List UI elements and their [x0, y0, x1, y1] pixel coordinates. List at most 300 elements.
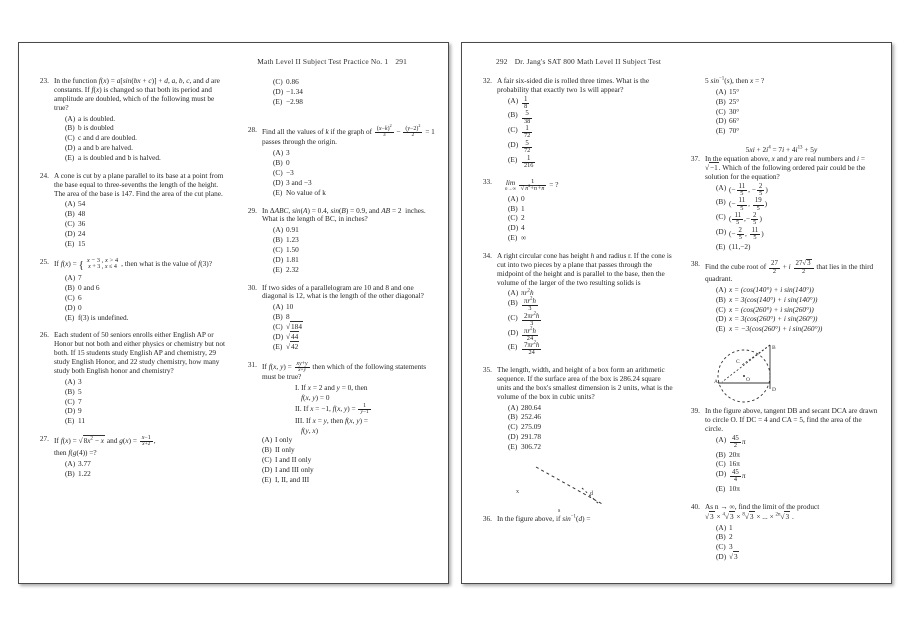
- choice-value: [521, 140, 673, 155]
- choice-label: (B): [508, 110, 518, 120]
- choice-value: 7: [78, 396, 82, 406]
- choice-c[interactable]: [705, 212, 881, 227]
- fraction-denominator: 72: [524, 146, 531, 154]
- choice-label: (E): [262, 474, 272, 484]
- choice-c[interactable]: [497, 313, 673, 328]
- left-page-column-left: [31, 77, 230, 577]
- question-30: [239, 284, 438, 352]
- choice-label: (B): [273, 158, 283, 168]
- choice-e[interactable]: [262, 342, 438, 352]
- choice-d[interactable]: [705, 227, 881, 242]
- roman-item-ii: II. If x = −1, f(x, y) = $\frac{1}{y-1}$: [295, 402, 369, 416]
- choice-b[interactable]: [262, 312, 438, 322]
- fraction-denominator: 2: [730, 442, 741, 450]
- choice-e[interactable]: [54, 153, 230, 163]
- choice-e[interactable]: [705, 126, 881, 136]
- choice-value: I and III only: [275, 464, 314, 474]
- choice-value: 10: [286, 302, 294, 312]
- question-38: [682, 260, 881, 334]
- choice-label: (C): [65, 396, 75, 406]
- choice-label: (E): [508, 342, 518, 352]
- choice-value: √44: [286, 331, 299, 341]
- choice-label: (A): [508, 95, 519, 105]
- fraction-numerator: 45: [732, 469, 739, 477]
- choice-value: [521, 125, 673, 140]
- choice-c[interactable]: [262, 245, 438, 255]
- choice-e[interactable]: [497, 442, 673, 452]
- choice-value: −1.34: [286, 86, 303, 96]
- left-page-running-head: [257, 57, 414, 66]
- choice-value: a is doubled.: [78, 113, 116, 123]
- roman-item-iii-cont: f(y, x): [301, 425, 319, 435]
- choice-value: −2.98: [286, 96, 303, 106]
- figure-label-left: x: [516, 488, 519, 495]
- choice-value: 15°: [729, 86, 740, 96]
- pi-symbol: π: [741, 436, 746, 446]
- choice-value: 7: [78, 273, 82, 283]
- choice-e[interactable]: [54, 416, 230, 426]
- choice-label: (D): [716, 552, 727, 562]
- left-page-number: 291: [395, 57, 407, 66]
- question-stem: A right circular cone has height h and radius r. If the cone is cut into two pieces by a plane that passes through the midpoint of the height and is parallel to the base, then the volume of the larger of the two resulting solids is: [497, 250, 672, 287]
- choice-label: (E): [273, 341, 283, 351]
- question-35: [474, 366, 673, 452]
- choice-value: [521, 96, 673, 111]
- question-stem: lim n→∞ $\frac{1}{√n^2+n+n}$ = ?: [505, 178, 559, 193]
- choice-b[interactable]: [54, 209, 230, 219]
- choice-value: 3 and −3: [286, 177, 312, 187]
- choice-b[interactable]: [705, 197, 881, 212]
- question-number: 34.: [482, 250, 492, 260]
- choice-label: (D): [716, 226, 727, 236]
- choice-value: 3.77: [78, 458, 91, 468]
- figure-label-right: d: [590, 490, 593, 497]
- question-stem: Each student of 50 seniors enrolls either English AP or Honor but not both and either physics or chemistry but not both. If 15 students study English AP and chemistry, 29 study English Honor, and 22 study chemistry, how many study both English honor and chemistry?: [54, 330, 226, 376]
- choice-e[interactable]: [497, 342, 673, 357]
- choice-value: (− $\frac{11}{5}$ , $\frac{19}{5}$ ): [729, 197, 768, 212]
- choice-a[interactable]: [705, 285, 881, 295]
- choice-value: 9: [78, 406, 82, 416]
- choice-label: (E): [508, 441, 518, 451]
- choice-label: (B): [508, 412, 518, 422]
- choice-a[interactable]: [705, 435, 881, 450]
- choice-label: (D): [273, 177, 284, 187]
- choice-d[interactable]: [262, 87, 438, 97]
- choice-value: 275.09: [521, 422, 542, 432]
- question-32: [474, 77, 673, 169]
- choice-label: (C): [262, 455, 272, 465]
- choice-a[interactable]: [262, 435, 438, 445]
- choice-label: (A): [65, 199, 76, 209]
- choice-label: (D): [716, 314, 727, 324]
- choice-label: (E): [65, 416, 75, 426]
- segment-radius: [742, 345, 770, 365]
- choice-b[interactable]: [262, 158, 438, 168]
- choice-value: 66°: [729, 116, 740, 126]
- question-stem-continued: 5 $\sin^{-1}(s)$, then x = ?: [705, 76, 765, 85]
- choice-label: (C): [508, 213, 518, 223]
- label-c: C: [736, 359, 740, 366]
- question-number: 30.: [247, 282, 257, 292]
- choice-d[interactable]: [54, 143, 230, 153]
- choice-label: (C): [508, 422, 518, 432]
- question-37-display-equation: $5xi + 2i^4 = 7i + 4i^{13} + 5y$: [745, 145, 818, 155]
- roman-list: [262, 383, 438, 435]
- choice-label: (A): [716, 522, 727, 532]
- question-25: [31, 258, 230, 323]
- choice-value: 36: [78, 219, 86, 229]
- choice-a[interactable]: [705, 183, 881, 198]
- dashed-diagonal-line-figure: [474, 461, 673, 513]
- question-stem: Find all the values of k if the graph of $\frac{(x-k)^2}{3}$ − $\frac{(y-2)^2}{2}$ = 1 passes through the origin.: [262, 122, 435, 147]
- choice-label: (E): [716, 483, 726, 493]
- choice-a[interactable]: [497, 403, 673, 413]
- choice-e[interactable]: [497, 155, 673, 170]
- choice-label: (B): [262, 445, 272, 455]
- fraction-denominator: 24: [522, 349, 541, 357]
- choice-value: x = (cos(260°) + i sin(260°)): [729, 304, 814, 314]
- question-stem: In the figure above, if $\sin^{-1}(d)$ =: [497, 513, 591, 523]
- choice-d[interactable]: [262, 178, 438, 188]
- choice-b[interactable]: [497, 412, 673, 422]
- choice-e[interactable]: [262, 97, 438, 107]
- choice-c[interactable]: [705, 542, 881, 552]
- choice-d[interactable]: [705, 314, 881, 324]
- choice-list: [262, 77, 438, 107]
- question-stem: As n → ∞, find the limit of the product: [705, 501, 820, 511]
- choice-c[interactable]: [54, 397, 230, 407]
- choice-b[interactable]: [54, 283, 230, 293]
- choice-value: x = −3(cos(260°) + i sin(260°)): [729, 324, 823, 334]
- choice-value: 30°: [729, 106, 740, 116]
- choice-value: √42: [286, 341, 299, 351]
- choice-e[interactable]: [705, 484, 881, 494]
- choice-list: [54, 114, 230, 163]
- choice-label: (B): [716, 197, 726, 207]
- choice-b[interactable]: [54, 469, 230, 479]
- choice-c[interactable]: [262, 77, 438, 87]
- choice-value: 10π: [729, 483, 740, 493]
- choice-label: (C): [65, 292, 75, 302]
- choice-label: (C): [716, 542, 726, 552]
- choice-label: (E): [273, 264, 283, 274]
- choice-label: (B): [273, 235, 283, 245]
- fraction-numerator: 5: [525, 139, 529, 147]
- question-stem: If two sides of a parallelogram are 10 and 8 and one diagonal is 12, what is the length of the other diagonal?: [262, 282, 424, 301]
- question-stem: A cone is cut by a plane parallel to its base at a point from the base equal to three-sevenths the length of the height. The area of the base is 147. Find the area of the cut plane.: [54, 170, 224, 198]
- choice-value: 20π: [729, 449, 740, 459]
- choice-value: √3: [729, 552, 738, 562]
- choice-a[interactable]: [54, 273, 230, 283]
- choice-value: 1: [729, 522, 733, 532]
- choice-d[interactable]: [262, 332, 438, 342]
- roman-item-iii: III. If x = y, then f(x, y) =: [295, 415, 368, 425]
- question-23: [31, 77, 230, 163]
- right-page-column-right: [682, 77, 881, 577]
- question-stem: If $f(x) = √8x^2 - x$ and g(x) = $\frac{x-1}{x+2}$ ,: [54, 435, 156, 448]
- choice-d[interactable]: [705, 116, 881, 126]
- choice-value: 0.91: [286, 225, 299, 235]
- choice-list: [54, 273, 230, 322]
- choice-label: (D): [508, 432, 519, 442]
- choice-value: 0: [286, 158, 290, 168]
- choice-a[interactable]: [497, 288, 673, 298]
- choice-c[interactable]: [497, 422, 673, 432]
- choice-c[interactable]: [262, 322, 438, 332]
- choice-value: II only: [275, 445, 295, 455]
- choice-label: (C): [508, 312, 518, 322]
- choice-label: (A): [508, 288, 519, 298]
- choice-d[interactable]: [262, 255, 438, 265]
- question-34: [474, 252, 673, 357]
- choice-label: (C): [65, 219, 75, 229]
- choice-e[interactable]: [705, 242, 881, 252]
- question-number: 40.: [690, 501, 700, 511]
- choice-e[interactable]: [262, 475, 438, 485]
- choice-d[interactable]: [54, 229, 230, 239]
- choice-a[interactable]: [54, 199, 230, 209]
- figure-36-svg: [474, 461, 654, 513]
- choice-a[interactable]: [54, 377, 230, 387]
- choice-c[interactable]: [705, 107, 881, 117]
- choice-label: (B): [65, 209, 75, 219]
- fraction-numerator: 5: [525, 110, 529, 118]
- right-running-head-title: Dr. Jang's SAT 800 Math Level II Subject Test: [514, 57, 662, 66]
- question-stem: A fair six-sided die is rolled three times. What is the probability that exactly two 1s will appear?: [497, 76, 650, 94]
- question-31: [239, 361, 438, 485]
- choice-a[interactable]: [262, 148, 438, 158]
- choice-value: [729, 435, 881, 450]
- choice-b[interactable]: [705, 295, 881, 305]
- choice-c[interactable]: [54, 293, 230, 303]
- choice-a[interactable]: [54, 114, 230, 124]
- choice-label: (A): [273, 302, 284, 312]
- choice-b[interactable]: [497, 298, 673, 313]
- choice-label: (C): [716, 459, 726, 469]
- choice-value: 2: [729, 532, 733, 542]
- question-stem: In the figure above, tangent DB and secant DCA are drawn to circle O. If DC = 4 and CA = 5, find the area of the circle.: [705, 406, 878, 433]
- question-number: 26.: [39, 330, 49, 340]
- choice-label: (A): [508, 402, 519, 412]
- choice-label: (D): [716, 116, 727, 126]
- choice-value: 11: [78, 416, 86, 426]
- question-stem: In ΔABC, sin(A) = 0.4, sin(B) = 0.9, and AB = 2 inches. What is the length of BC, in inches?: [262, 205, 426, 224]
- question-number: 39.: [690, 406, 700, 416]
- choice-list: [497, 96, 673, 169]
- fraction-denominator: 24: [522, 335, 538, 343]
- choice-value: f(3) is undefined.: [78, 312, 129, 322]
- choice-b[interactable]: [54, 123, 230, 133]
- question-number: 23.: [39, 76, 49, 85]
- choice-value: a is doubled and b is halved.: [78, 152, 161, 162]
- choice-d[interactable]: [497, 432, 673, 442]
- choice-c[interactable]: [705, 305, 881, 315]
- question-number: 37.: [690, 154, 700, 164]
- choice-b[interactable]: [54, 387, 230, 397]
- question-24: [31, 172, 230, 249]
- right-page: [461, 42, 892, 584]
- choice-c[interactable]: [705, 459, 881, 469]
- choice-value: (− $\frac{11}{5}$ , − $\frac{2}{5}$ ): [729, 182, 768, 197]
- choice-value: (11,−2): [729, 241, 751, 251]
- choice-label: (A): [65, 273, 76, 283]
- right-page-column-left: [474, 77, 673, 577]
- choice-d[interactable]: [54, 303, 230, 313]
- choice-e[interactable]: [497, 233, 673, 243]
- right-page-number: 292: [496, 57, 508, 66]
- choice-value: 0: [521, 193, 525, 203]
- choice-list: [262, 302, 438, 351]
- choice-label: (B): [716, 294, 726, 304]
- choice-label: (A): [273, 225, 284, 235]
- choice-c[interactable]: [54, 133, 230, 143]
- pi-symbol: π: [741, 471, 746, 481]
- choice-value: 25°: [729, 96, 740, 106]
- choice-label: (E): [65, 238, 75, 248]
- choice-label: (A): [273, 148, 284, 158]
- choice-label: (A): [716, 182, 727, 192]
- choice-label: (B): [65, 123, 75, 133]
- choice-label: (B): [65, 283, 75, 293]
- choice-value: $\frac{2\pi r^2h}{3}$: [524, 311, 540, 328]
- choice-list: [262, 435, 438, 484]
- choice-label: (A): [716, 284, 727, 294]
- circle-tangent-secant-figure: [682, 343, 881, 405]
- choice-value: 3: [286, 148, 290, 158]
- choice-e[interactable]: [262, 265, 438, 275]
- choice-value: I and II only: [275, 455, 312, 465]
- choice-b[interactable]: [705, 97, 881, 107]
- choice-label: (C): [273, 245, 283, 255]
- choice-b[interactable]: [497, 204, 673, 214]
- label-a: A: [714, 379, 718, 386]
- question-number: 33.: [482, 177, 492, 187]
- choice-value: 0.86: [286, 77, 299, 86]
- choice-label: (D): [716, 469, 727, 479]
- choice-c[interactable]: [497, 125, 673, 140]
- choice-label: (A): [716, 434, 727, 444]
- choice-value: 2: [521, 213, 525, 223]
- choice-value: I, II, and III: [275, 474, 310, 484]
- choice-value: 48: [78, 209, 86, 219]
- question-40: [682, 503, 881, 562]
- choice-b[interactable]: [705, 532, 881, 542]
- choice-c[interactable]: [262, 455, 438, 465]
- choice-d[interactable]: [497, 223, 673, 233]
- question-number: [682, 77, 705, 136]
- choice-value: ( $\frac{11}{5}$ ,− $\frac{2}{5}$ ): [729, 212, 762, 227]
- choice-value: 1.23: [286, 235, 299, 245]
- choice-value: $\pi r^2h$: [521, 288, 534, 298]
- choice-e[interactable]: [54, 239, 230, 249]
- choice-e[interactable]: [262, 188, 438, 198]
- choice-label: (D): [65, 228, 76, 238]
- choice-list: [705, 523, 881, 562]
- question-number: 28.: [247, 124, 257, 134]
- choice-value: I only: [275, 435, 293, 445]
- choice-list: [54, 459, 230, 479]
- choice-value: $\frac{\pi r^2h}{24}$: [524, 326, 536, 342]
- choice-label: (D): [508, 327, 519, 337]
- choice-d[interactable]: [497, 328, 673, 343]
- choice-label: (D): [508, 223, 519, 233]
- choice-a[interactable]: [497, 194, 673, 204]
- choice-label: (D): [273, 254, 284, 264]
- question-number: 27.: [39, 434, 49, 444]
- right-page-columns: [474, 77, 881, 577]
- choice-label: (D): [262, 464, 273, 474]
- choice-value: √184: [286, 322, 302, 332]
- choice-label: (C): [716, 212, 726, 222]
- choice-list: [497, 194, 673, 243]
- choice-label: (C): [716, 106, 726, 116]
- choice-a[interactable]: [705, 523, 881, 533]
- choice-label: (D): [65, 406, 76, 416]
- choice-value: $\frac{7\pi r^2h}{24}$: [524, 341, 540, 357]
- choice-value: 70°: [729, 126, 740, 136]
- choice-a[interactable]: [262, 302, 438, 312]
- choice-value: 3: [78, 376, 82, 386]
- choice-b[interactable]: [262, 235, 438, 245]
- left-page: [18, 42, 449, 584]
- question-number: 32.: [482, 76, 492, 85]
- choice-c[interactable]: [54, 219, 230, 229]
- choice-b[interactable]: [705, 450, 881, 460]
- choice-a[interactable]: [497, 96, 673, 111]
- choice-a[interactable]: [262, 225, 438, 235]
- question-number: 35.: [482, 365, 492, 375]
- question-number: [239, 77, 262, 107]
- figure-39-svg: [682, 343, 862, 405]
- question-stem-line2: then f(g(4)) =?: [54, 448, 97, 458]
- choice-value: c and d are doubled.: [78, 133, 137, 143]
- question-number: 38.: [690, 259, 700, 269]
- choice-d[interactable]: [54, 406, 230, 416]
- fraction-numerator: 45: [732, 434, 739, 442]
- choice-d[interactable]: [497, 140, 673, 155]
- choice-e[interactable]: [54, 313, 230, 323]
- choice-list: [705, 183, 881, 252]
- choice-value: ∞: [521, 233, 527, 243]
- label-d: D: [772, 387, 776, 394]
- choice-value: (− $\frac{2}{5}$ , $\frac{11}{5}$ ): [729, 226, 764, 241]
- choice-b[interactable]: [497, 110, 673, 125]
- question-27: [31, 435, 230, 479]
- spacer: [239, 116, 438, 126]
- choice-d[interactable]: [262, 465, 438, 475]
- question-39: [682, 407, 881, 494]
- choice-b[interactable]: [262, 445, 438, 455]
- label-o: O: [746, 377, 750, 384]
- choice-label: (A): [262, 435, 273, 445]
- choice-label: (E): [716, 324, 726, 334]
- choice-value: No value of k: [286, 187, 326, 197]
- fraction-numerator: 1: [527, 154, 531, 162]
- question-stem: If f(x, y) = $\frac{xy+y}{x+y}$ then which of the following statements must be true?: [262, 360, 427, 382]
- choice-a[interactable]: [705, 87, 881, 97]
- choice-c[interactable]: [262, 168, 438, 178]
- choice-c[interactable]: [497, 213, 673, 223]
- choice-label: (E): [716, 126, 726, 136]
- choice-value: [729, 469, 881, 484]
- choice-d[interactable]: [705, 469, 881, 484]
- choice-e[interactable]: [705, 324, 881, 334]
- choice-label: (C): [273, 322, 283, 332]
- choice-a[interactable]: [54, 459, 230, 469]
- choice-d[interactable]: [705, 552, 881, 562]
- roman-item-i-cont: f(x, y) = 0: [301, 392, 330, 402]
- choice-list: [705, 87, 881, 136]
